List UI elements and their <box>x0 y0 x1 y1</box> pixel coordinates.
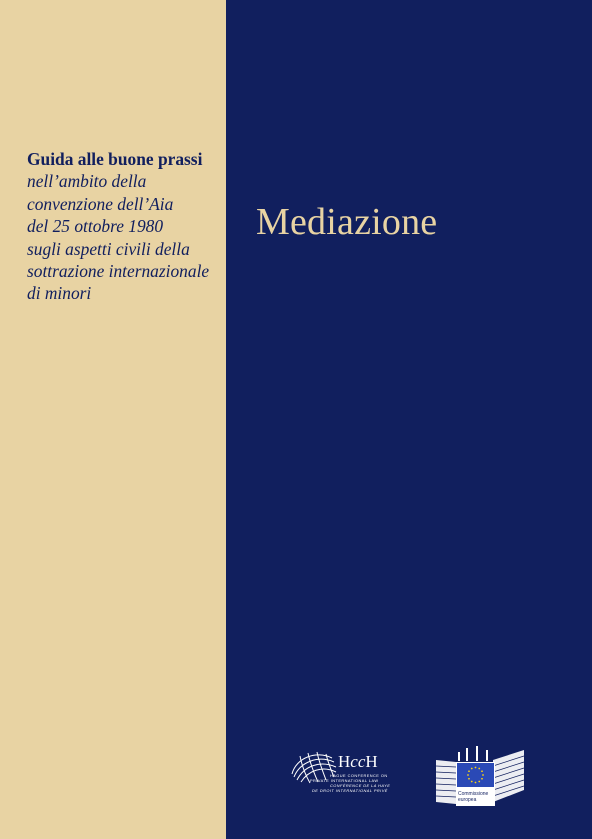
european-commission-logo <box>436 746 526 808</box>
guide-subtitle-block <box>27 148 223 305</box>
ec-label-line: Commissione <box>458 791 489 797</box>
eu-star-icon <box>478 768 480 770</box>
eu-star-icon <box>481 778 483 780</box>
subtitle-line: sottrazione internazionale <box>27 261 210 282</box>
eu-star-icon <box>467 774 469 776</box>
subtitle-line: del 25 ottobre 1980 <box>27 216 164 237</box>
subtitle-line: di minori <box>27 283 92 304</box>
eu-star-icon <box>471 781 473 783</box>
eu-flag-icon <box>456 762 495 788</box>
hcch-line: PRIVATE INTERNATIONAL LAW <box>310 778 379 783</box>
subtitle-line: convenzione dell’Aia <box>27 193 174 214</box>
eu-star-icon <box>468 778 470 780</box>
eu-star-icon <box>482 774 484 776</box>
eu-star-icon <box>468 770 470 772</box>
eu-star-icon <box>471 768 473 770</box>
eu-star-icon <box>475 782 477 784</box>
ec-label-line: europea <box>458 797 477 803</box>
hcch-line: HAGUE CONFERENCE ON <box>330 773 388 778</box>
hcch-line: DE DROIT INTERNATIONAL PRIVÉ <box>312 788 388 793</box>
right-panel <box>226 0 592 839</box>
guide-title: Guida alle buone prassi <box>27 149 203 169</box>
subtitle-line: nell’ambito della <box>27 171 147 192</box>
hcch-logo <box>290 748 410 794</box>
main-title: Mediazione <box>256 201 438 243</box>
hcch-wordmark: HccH <box>338 752 378 771</box>
eu-star-icon <box>475 767 477 769</box>
left-panel <box>0 0 226 839</box>
ec-label-box <box>456 788 495 806</box>
hcch-line: CONFÉRENCE DE LA HAYE <box>330 783 391 788</box>
eu-star-icon <box>481 770 483 772</box>
subtitle-line: sugli aspetti civili della <box>27 238 190 259</box>
eu-star-icon <box>478 781 480 783</box>
